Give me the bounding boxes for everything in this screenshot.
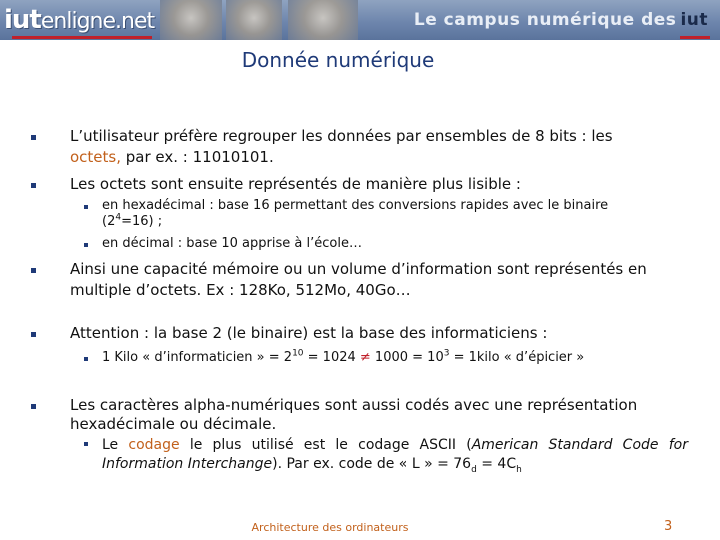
decimal-subscript: d [471, 464, 477, 475]
bullet-2-sub-2: en décimal : base 10 apprise à l’école… [102, 236, 362, 251]
sub-bullet-marker [84, 357, 88, 361]
codage-term: codage [128, 437, 180, 453]
bullet-4: Attention : la base 2 (le binaire) est la base des informaticiens : [70, 324, 548, 342]
bullet-4-sub [102, 350, 682, 366]
sub-bullet-marker [84, 243, 88, 247]
page-number: 3 [664, 519, 673, 534]
hex-pre: (2 [102, 214, 116, 229]
ascii-mid: le plus utilisé est le codage ASCII ( [179, 437, 472, 453]
bullet-3-line-2: multiple d’octets. Ex : 128Ko, 512Mo, 40Go… [70, 281, 411, 299]
sub-bullet-marker [84, 442, 88, 446]
kilo-exp-2: 3 [443, 348, 450, 359]
hex-post: =16) ; [121, 214, 163, 229]
tagline-brand: iut [680, 10, 708, 30]
bullet-marker [31, 332, 36, 337]
ascii-post: ). Par ex. code de « L » = 76 [272, 456, 472, 472]
kilo-mid-2: 1000 = 10 [370, 350, 444, 365]
bullet-5-line-2: hexadécimale ou décimale. [70, 415, 277, 433]
bullet-marker [31, 404, 36, 409]
bullet-2-sub-1-line-1: en hexadécimal : base 16 permettant des conversions rapides avec le binaire [102, 198, 609, 213]
tagline-text: Le campus numérique des [413, 10, 677, 30]
hex-exp: 4 [115, 212, 122, 223]
footer-caption: Architecture des ordinateurs [251, 521, 409, 534]
bullet-2: Les octets sont ensuite représentés de manière plus lisible : [70, 175, 521, 193]
bullet-5-sub [102, 436, 688, 474]
slide-title: Donnée numérique [241, 48, 435, 72]
bullet-5-line-1: Les caractères alpha-numériques sont aussi codés avec une représentation [70, 396, 638, 414]
kilo-pre: 1 Kilo « d’informaticien » = 2 [102, 350, 293, 365]
bullet-1-line-2 [70, 147, 688, 167]
hex-subscript: h [516, 464, 522, 475]
bullet-marker [31, 268, 36, 273]
kilo-post: = 1kilo « d’épicier » [449, 350, 585, 365]
sub-bullet-marker [84, 205, 88, 209]
octets-term: octets, [70, 148, 121, 166]
ascii-expansion: American Standard Code for Information Interchange [102, 437, 688, 472]
kilo-mid: = 1024 [303, 350, 360, 365]
bullet-2-sub-1-line-2 [102, 214, 682, 230]
not-equal-sign: ≠ [359, 350, 371, 365]
ascii-eq: = 4C [476, 456, 517, 472]
logo-rest: enligne.net [40, 9, 155, 34]
kilo-exp-1: 10 [292, 348, 304, 359]
bullet-marker [31, 135, 36, 140]
bullet-marker [31, 183, 36, 188]
bullet-1-example: par ex. : 11010101. [121, 148, 274, 166]
logo-main: iut [4, 5, 41, 35]
ascii-pre: Le [102, 437, 129, 453]
bullet-3-line-1: Ainsi une capacité mémoire ou un volume d’information sont représentés en [70, 260, 647, 278]
bullet-1-line-1: L’utilisateur préfère regrouper les données par ensembles de 8 bits : les [70, 127, 613, 145]
